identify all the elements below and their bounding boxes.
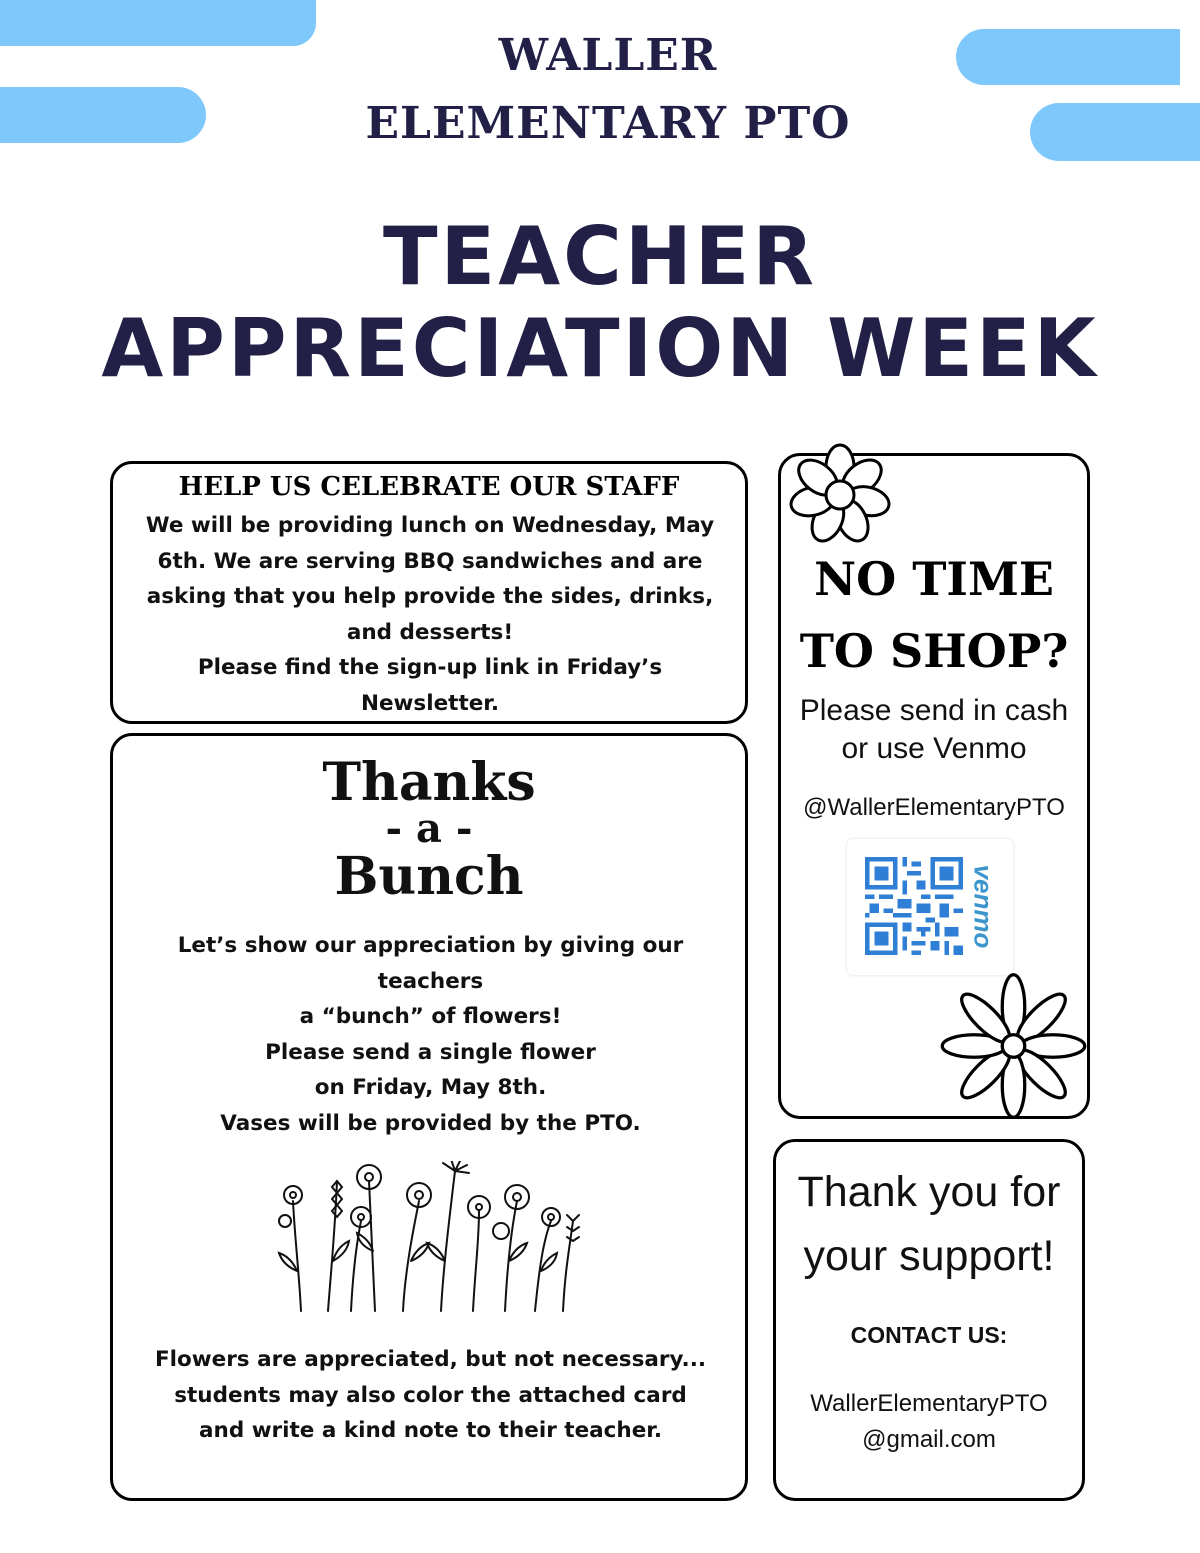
no-time-to-shop-panel <box>778 453 1090 1119</box>
shop-heading-line2: TO SHOP? <box>799 624 1069 678</box>
celebrate-staff-panel <box>110 461 748 724</box>
thanks-line: a “bunch” of flowers! <box>299 1004 562 1029</box>
celebrate-line: Please find the sign-up link in Friday’s <box>197 655 663 680</box>
daisy-icon <box>936 971 1091 1121</box>
thanks-footer-line: students may also color the attached card <box>174 1382 687 1408</box>
org-name-line1: WALLER <box>498 30 718 81</box>
celebrate-line: 6th. We are serving BBQ sandwiches and are <box>157 548 703 574</box>
contact-email-line: WallerElementaryPTO <box>810 1390 1048 1417</box>
page-title-line1: TEACHER <box>382 210 818 303</box>
flower-icon <box>781 440 899 550</box>
thanks-line: teachers <box>377 968 484 994</box>
venmo-logo: venmo <box>968 864 999 948</box>
thanks-line: Let’s show our appreciation by giving our <box>177 933 684 958</box>
shop-heading-line1: NO TIME <box>814 552 1054 606</box>
thank-you-title <box>776 1160 1082 1288</box>
wildflowers-icon <box>273 1161 593 1321</box>
qr-code-icon <box>865 857 963 955</box>
thanks-footer <box>133 1342 728 1449</box>
celebrate-body <box>125 508 735 721</box>
thanks-script-line: Bunch <box>334 846 524 907</box>
contact-label: CONTACT US: <box>850 1322 1008 1348</box>
org-name-line2: ELEMENTARY PTO <box>365 98 851 149</box>
thanks-script-line: - a - <box>385 805 473 852</box>
thanks-a-bunch-heading <box>113 754 745 908</box>
shop-body-line: or use Venmo <box>841 732 1027 765</box>
contact-email-line: @gmail.com <box>862 1426 996 1453</box>
shop-body <box>781 692 1087 768</box>
thank-you-panel <box>773 1139 1085 1501</box>
celebrate-line: asking that you help provide the sides, drinks, <box>146 584 714 609</box>
venmo-handle: @WallerElementaryPTO <box>803 794 1065 821</box>
thanks-footer-line: Flowers are appreciated, but not necessary... <box>154 1347 707 1372</box>
thank-you-line: Thank you for <box>797 1168 1061 1216</box>
celebrate-line: and desserts! <box>346 619 514 645</box>
page-title-line2: APPRECIATION WEEK <box>101 302 1099 395</box>
thanks-line: Vases will be provided by the PTO. <box>220 1110 641 1136</box>
thanks-body <box>133 928 728 1141</box>
contact-email[interactable] <box>776 1386 1082 1458</box>
thanks-a-bunch-panel <box>110 733 748 1501</box>
celebrate-heading: HELP US CELEBRATE OUR STAFF <box>178 472 680 502</box>
thank-you-line: your support! <box>803 1232 1055 1280</box>
celebrate-line: Newsletter. <box>360 690 500 716</box>
thanks-line: Please send a single flower <box>265 1039 596 1065</box>
thanks-line: on Friday, May 8th. <box>314 1075 547 1100</box>
thanks-script-line: Thanks <box>322 752 536 813</box>
thanks-footer-line: and write a kind note to their teacher. <box>199 1418 662 1443</box>
shop-body-line: Please send in cash <box>799 694 1069 727</box>
celebrate-line: We will be providing lunch on Wednesday, May <box>145 513 715 538</box>
venmo-qr-card[interactable] <box>847 839 1013 975</box>
